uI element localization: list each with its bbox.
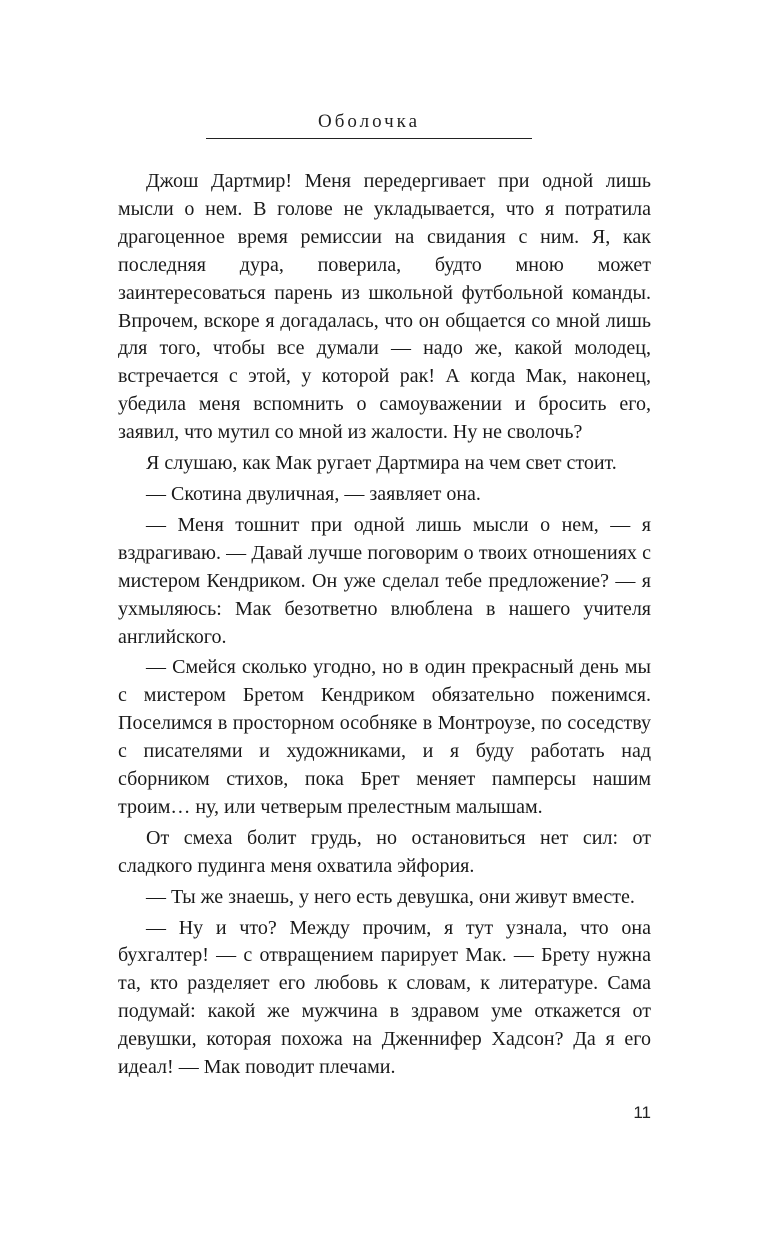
paragraph-7: — Ты же знаешь, у него есть девушка, они живут вместе. (146, 885, 635, 908)
page-number: 11 (633, 1103, 651, 1122)
paragraph-4: — Меня тошнит при одной лишь мысли о нем, — я вздрагиваю. — Давай лучше поговорим о твоих отношениях с мистером Кендриком. Он уже сделал тебе предложение? — я ухмыляюсь: Мак безответно влюблена в нашего учителя английского. (118, 513, 651, 648)
paragraph-6: От смеха болит грудь, но остановиться нет сил: от сладкого пудинга меня охватила эйфория. (118, 826, 651, 877)
running-title: Оболочка (317, 111, 421, 132)
paragraph-1: Джош Дартмир! Меня передергивает при одной лишь мысли о нем. В голове не укладывается, что я потратила драгоценное время ремиссии на свидания с ним. Я, как последняя дура, поверила, будто мною может заинтересоваться парень из школьной футбольной команды. Впрочем, вскоре я догадалась, что он общается со мной лишь для того, чтобы все думали — надо же, какой молодец, встречается с этой, у которой рак! А когда Мак, наконец, убедила меня вспомнить о самоуважении и бросить его, заявил, что мутил со мной из жалости. Ну не сволочь? (118, 170, 651, 444)
header-rule (206, 138, 532, 139)
paragraph-5: — Смейся сколько угодно, но в один прекрасный день мы с мистером Бретом Кендриком обязательно поженимся. Поселимся в просторном особняке в Монтроузе, по соседству с писателями и художниками, и я буду работать над сборником стихов, пока Брет меняет памперсы нашим троим… ну, или четверым прелестным малышам. (118, 656, 651, 818)
paragraph-3: — Скотина двуличная, — заявляет она. (146, 482, 481, 505)
body-text (118, 168, 651, 1082)
paragraph-8: — Ну и что? Между прочим, я тут узнала, что она бухгалтер! — с отвращением парирует Мак. — Брету нужна та, кто разделяет его любовь к словам, к литературе. Сама подумай: какой же мужчина в здравом уме откажется от девушки, которая похожа на Дженнифер Хадсон? Да я его идеал! — Мак поводит плечами. (118, 916, 651, 1079)
paragraph-2: Я слушаю, как Мак ругает Дартмира на чем свет стоит. (146, 452, 617, 475)
